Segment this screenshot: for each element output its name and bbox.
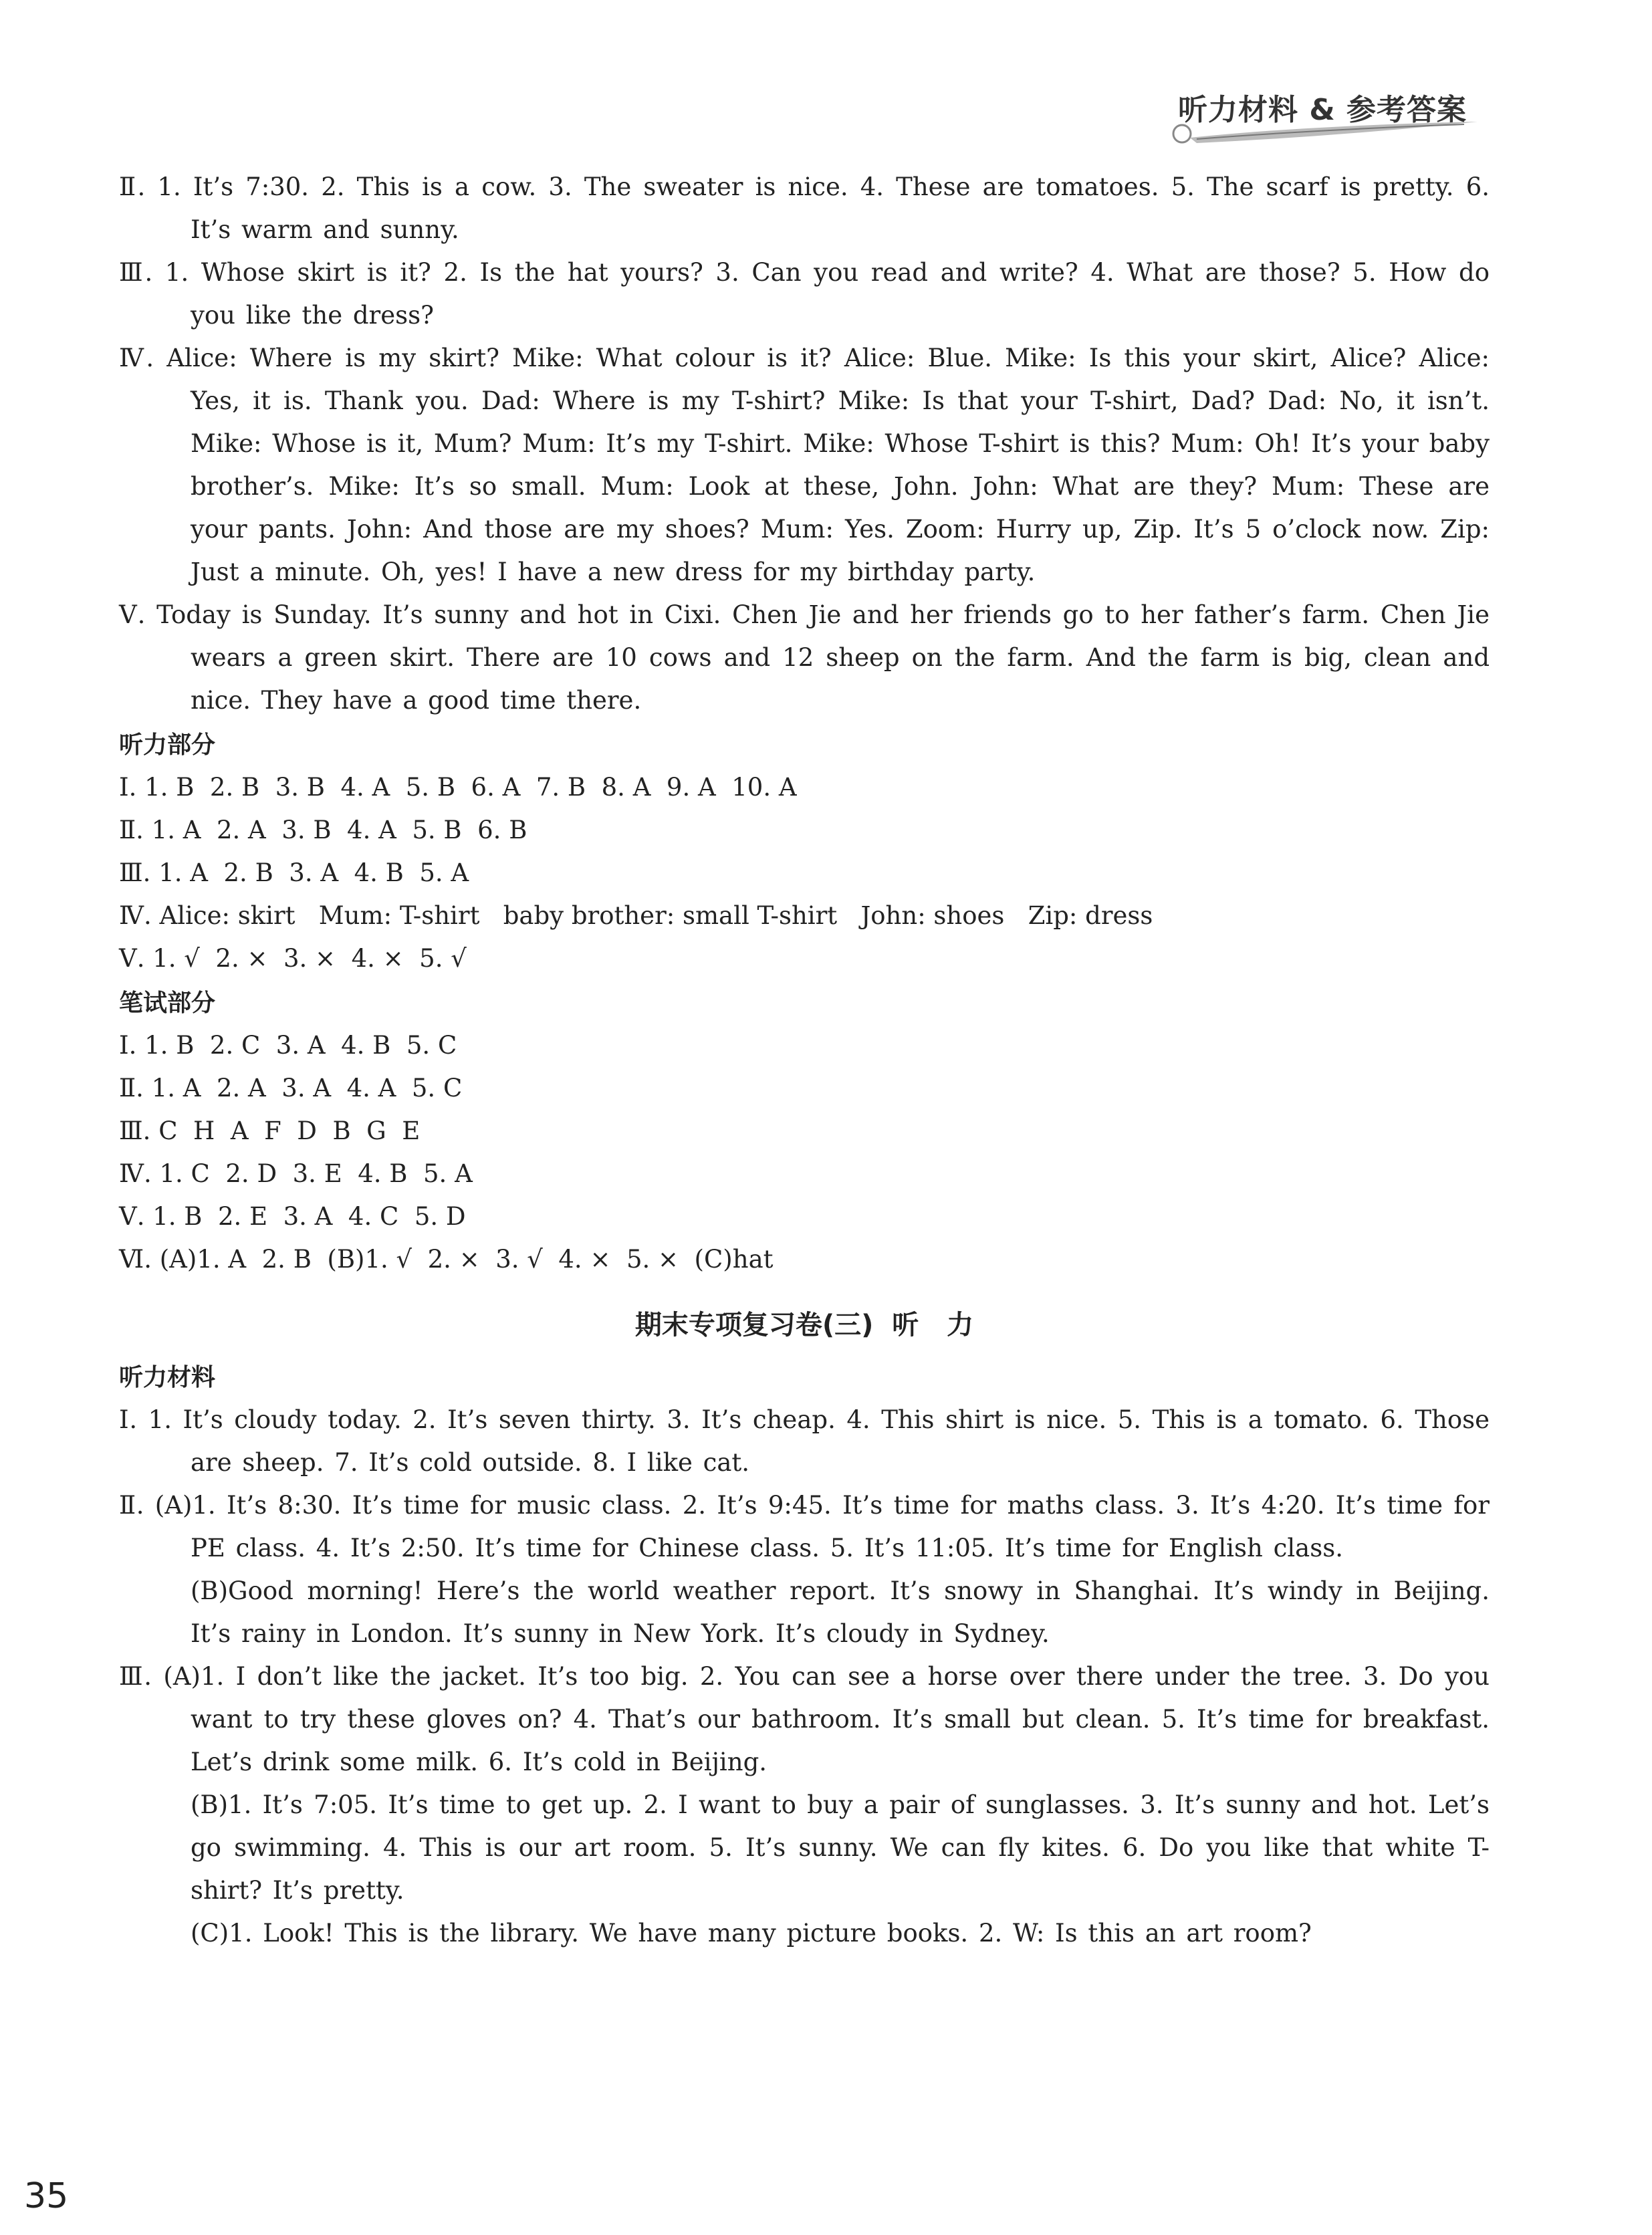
header-title: 听力材料 & 参考答案: [1178, 93, 1467, 127]
block1-item-5: Ⅴ. Today is Sunday. It’s sunny and hot in Cixi. Chen Jie and her friends go to her father’s farm. Chen Jie wears a green skirt. There are 10 cows and 12 sheep on the farm. And the farm is big, clean and nice. They have a good time there.: [119, 600, 1490, 715]
listening-answer-4: Ⅳ. Alice: skirt Mum: T-shirt baby brother: small T-shirt John: shoes Zip: dress: [119, 901, 1153, 930]
exam-title: 期末专项复习卷(三) 听 力: [634, 1310, 974, 1340]
written-answer-3: Ⅲ. C H A F D B G E: [119, 1116, 421, 1145]
block1-item-3: Ⅲ. 1. Whose skirt is it? 2. Is the hat yours? 3. Can you read and write? 4. What are those? 5. How do you like the dress?: [119, 258, 1490, 330]
listening-answer-2: Ⅱ. 1. A 2. A 3. B 4. A 5. B 6. B: [119, 816, 527, 844]
written-answer-4: Ⅳ. 1. C 2. D 3. E 4. B 5. A: [119, 1159, 473, 1188]
material-item-2b: (B)Good morning! Here’s the world weather report. It’s snowy in Shanghai. It’s windy in Beijing. It’s rainy in London. It’s sunny in New York. It’s cloudy in Sydney.: [191, 1576, 1490, 1648]
listening-answer-1: Ⅰ. 1. B 2. B 3. B 4. A 5. B 6. A 7. B 8. A 9. A 10. A: [119, 773, 797, 802]
listening-part-heading: 听力部分: [119, 731, 216, 759]
block1-item-2: Ⅱ. 1. It’s 7:30. 2. This is a cow. 3. The sweater is nice. 4. These are tomatoes. 5. The scarf is pretty. 6. It’s warm and sunny.: [119, 172, 1490, 244]
written-part-heading: 笔试部分: [119, 989, 216, 1017]
material-item-3b: (B)1. It’s 7:05. It’s time to get up. 2. I want to buy a pair of sunglasses. 3. It’s sunny and hot. Let’s go swimming. 4. This is our art room. 5. It’s sunny. We can fly kites. 6. Do you like that white T-shirt? It’s pretty.: [191, 1790, 1490, 1905]
page-number: 35: [24, 2176, 69, 2216]
listening-answer-5: Ⅴ. 1. √ 2. × 3. × 4. × 5. √: [119, 944, 467, 973]
block1-item-4: Ⅳ. Alice: Where is my skirt? Mike: What colour is it? Alice: Blue. Mike: Is this your skirt, Alice? Alice: Yes, it is. Thank you. Dad: Where is my T-shirt? Mike: Is that your T-shirt, Dad? Dad: No, it isn’t. Mike: Whose is it, Mum? Mum: It’s my T-shirt. Mike: Whose T-shirt is this? Mum: Oh! It’s your baby brother’s. Mike: It’s so small. Mum: Look at these, John. John: What are they? Mum: These are your pants. John: And those are my shoes? Mum: Yes. Zoom: Hurry up, Zip. It’s 5 o’clock now. Zip: Just a minute. Oh, yes! I have a new dress for my birthday party.: [119, 344, 1490, 586]
listening-answer-3: Ⅲ. 1. A 2. B 3. A 4. B 5. A: [119, 858, 469, 887]
page-header: [1170, 79, 1491, 152]
material-item-1: Ⅰ. 1. It’s cloudy today. 2. It’s seven thirty. 3. It’s cheap. 4. This shirt is nice. 5. This is a tomato. 6. Those are sheep. 7. It’s cold outside. 8. I like cat.: [119, 1405, 1490, 1477]
written-answer-1: Ⅰ. 1. B 2. C 3. A 4. B 5. C: [119, 1031, 457, 1060]
header-swoosh-decoration: [1170, 119, 1484, 152]
written-answer-2: Ⅱ. 1. A 2. A 3. A 4. A 5. C: [119, 1074, 463, 1102]
written-answer-5: Ⅴ. 1. B 2. E 3. A 4. C 5. D: [119, 1202, 466, 1231]
material-item-3a: Ⅲ. (A)1. I don’t like the jacket. It’s too big. 2. You can see a horse over there under the tree. 3. Do you want to try these gloves on? 4. That’s our bathroom. It’s small but clean. 5. It’s time for breakfast. Let’s drink some milk. 6. It’s cold in Beijing.: [119, 1662, 1490, 1776]
page-content: [119, 166, 1490, 1955]
written-answer-6: Ⅵ. (A)1. A 2. B (B)1. √ 2. × 3. √ 4. × 5. × (C)hat: [119, 1245, 774, 1274]
material-heading: 听力材料: [119, 1364, 216, 1391]
material-item-2a: Ⅱ. (A)1. It’s 8:30. It’s time for music class. 2. It’s 9:45. It’s time for maths class. 3. It’s 4:20. It’s time for PE class. 4. It’s 2:50. It’s time for Chinese class. 5. It’s 11:05. It’s time for English class.: [119, 1491, 1490, 1562]
material-item-3c: (C)1. Look! This is the library. We have many picture books. 2. W: Is this an art room?: [191, 1919, 1312, 1948]
